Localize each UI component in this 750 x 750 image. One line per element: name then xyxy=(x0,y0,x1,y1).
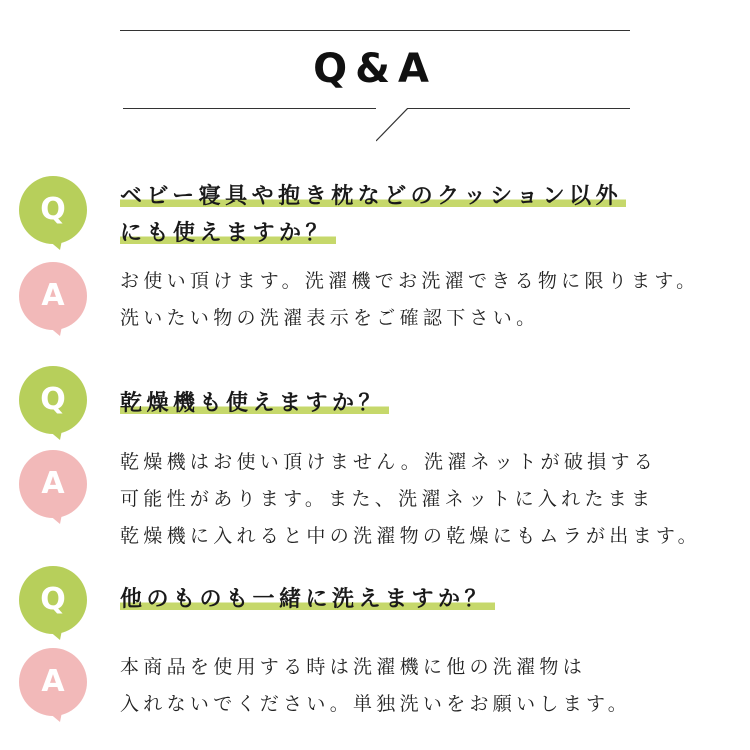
question-text-3 xyxy=(120,581,495,618)
header-top-rule xyxy=(120,30,630,31)
answer-text-3 xyxy=(120,649,631,723)
answer-bubble-3 xyxy=(18,648,88,724)
q-letter: Q xyxy=(40,382,66,417)
question-line: ベビー寝具や抱き枕などのクッション以外 xyxy=(120,178,626,215)
question-bubble-2 xyxy=(18,366,88,442)
a-letter: A xyxy=(41,278,65,313)
answer-line: 乾燥機に入れると中の洗濯物の乾燥にもムラが出ます。 xyxy=(120,525,701,547)
q-letter: Q xyxy=(40,192,66,227)
question-bubble-3 xyxy=(18,566,88,642)
answer-bubble-1 xyxy=(18,262,88,338)
page-title: Q&A xyxy=(313,46,437,92)
question-line: 乾燥機も使えますか？ xyxy=(120,385,389,422)
question-line: にも使えますか？ xyxy=(120,215,626,252)
a-letter: A xyxy=(41,466,65,501)
answer-line: 可能性があります。また、洗濯ネットに入れたまま xyxy=(120,488,655,510)
question-text-1 xyxy=(120,178,626,252)
answer-line: 本商品を使用する時は洗濯機に他の洗濯物は xyxy=(120,656,587,678)
header-bottom-rule-left xyxy=(123,108,376,109)
header-bottom-rule-right xyxy=(408,108,630,109)
q-letter: Q xyxy=(40,582,66,617)
answer-text-1 xyxy=(120,263,699,337)
question-line: 他のものも一緒に洗えますか？ xyxy=(120,581,495,618)
a-letter: A xyxy=(41,664,65,699)
speech-tail-notch xyxy=(376,108,408,142)
answer-line: 入れないでください。単独洗いをお願いします。 xyxy=(120,693,632,715)
answer-bubble-2 xyxy=(18,450,88,526)
answer-line: 乾燥機はお使い頂けません。洗濯ネットが破損する xyxy=(120,451,658,473)
answer-line: お使い頂けます。洗濯機でお洗濯できる物に限ります。 xyxy=(120,270,700,292)
question-text-2 xyxy=(120,385,389,422)
answer-line: 洗いたい物の洗濯表示をご確認下さい。 xyxy=(120,307,540,329)
question-bubble-1 xyxy=(18,176,88,252)
answer-text-2 xyxy=(120,444,701,555)
